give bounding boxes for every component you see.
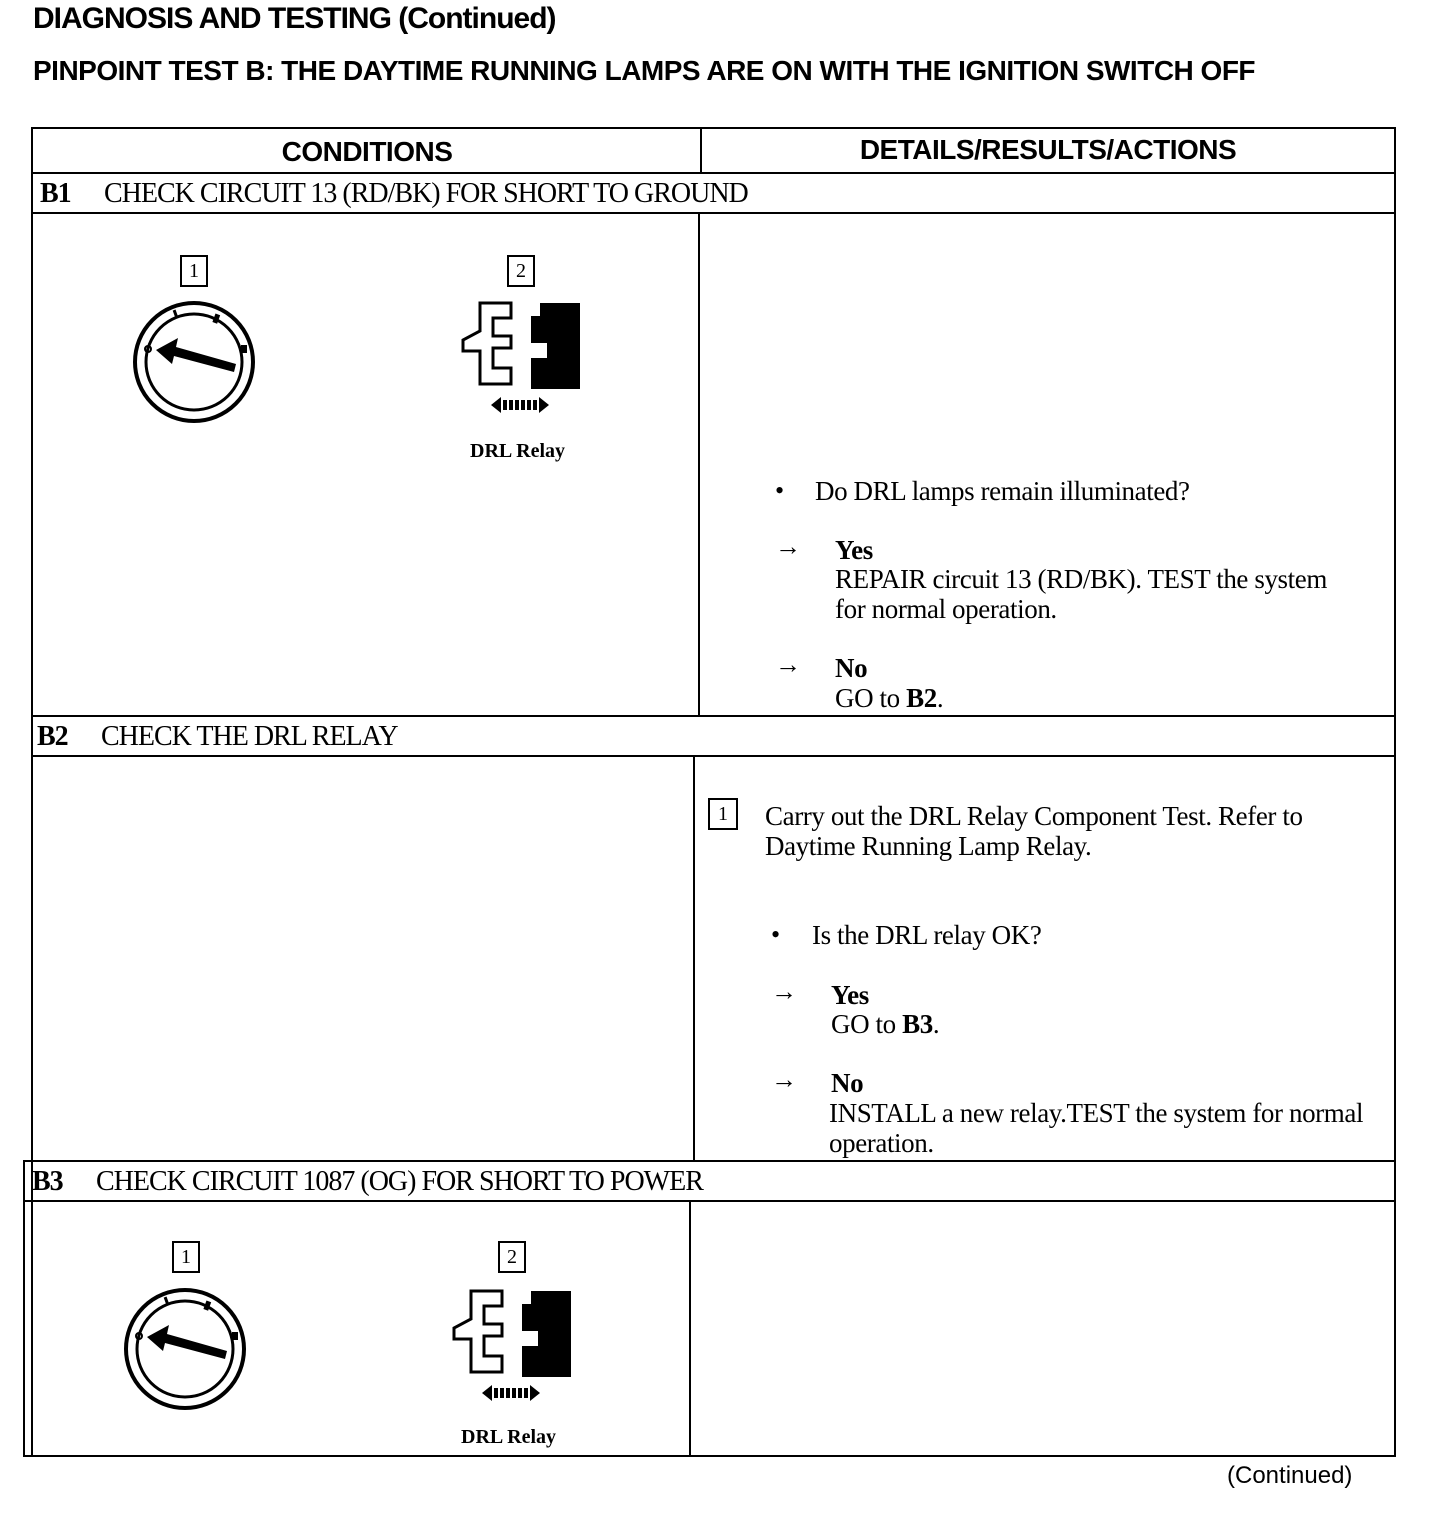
row-divider — [31, 755, 1396, 757]
step-reference-b3[interactable]: B3 — [902, 1009, 933, 1039]
row-divider — [25, 1200, 1396, 1202]
figure-number-2: 2 — [507, 255, 535, 287]
figure-number-1: 1 — [172, 1241, 200, 1273]
drl-relay-caption: DRL Relay — [461, 1426, 556, 1448]
pinpoint-test-title: PINPOINT TEST B: THE DAYTIME RUNNING LAMPS ARE ON WITH THE IGNITION SWITCH OFF — [33, 55, 1256, 86]
step-b1-no-label: No — [835, 653, 868, 683]
step-b1-yes-label: Yes — [835, 535, 873, 565]
step-b2-yes-label: Yes — [831, 980, 869, 1010]
action-text-suffix: . — [932, 1009, 940, 1039]
step-id: B3 — [32, 1166, 63, 1197]
step-b1-yes-action: REPAIR circuit 13 (RD/BK). TEST the system for normal operation. — [835, 564, 1327, 624]
table-left-border — [23, 1160, 25, 1457]
step-b2-heading — [37, 721, 398, 753]
step-id: B2 — [37, 721, 68, 752]
step-b3-heading — [32, 1166, 703, 1198]
drl-relay-disconnect-icon — [455, 298, 585, 423]
no-arrow-icon: → — [771, 1065, 797, 1094]
yes-arrow-icon: → — [771, 977, 797, 1006]
ignition-switch-off-icon — [121, 1287, 251, 1412]
bullet-icon: • — [771, 920, 781, 949]
action-number-1: 1 — [708, 798, 738, 830]
step-b2-no-label: No — [831, 1068, 864, 1098]
action-text-suffix: . — [936, 683, 944, 713]
drl-relay-caption: DRL Relay — [470, 440, 565, 462]
row-divider — [31, 715, 1396, 717]
yes-arrow-icon: → — [775, 532, 801, 561]
table-bottom-border — [23, 1455, 1396, 1457]
step-title: CHECK CIRCUIT 1087 (OG) FOR SHORT TO POWER — [96, 1166, 703, 1197]
action-text: GO to — [831, 1009, 903, 1039]
no-arrow-icon: → — [775, 650, 801, 679]
column-divider — [698, 213, 700, 716]
row-divider — [31, 212, 1396, 214]
continued-label: (Continued) — [1227, 1462, 1353, 1489]
column-divider — [700, 129, 702, 173]
column-divider — [689, 1201, 691, 1456]
step-b2-action-text: Carry out the DRL Relay Component Test. Refer to Daytime Running Lamp Relay. — [765, 801, 1303, 861]
drl-relay-disconnect-icon — [446, 1286, 576, 1411]
step-b2-question: Is the DRL relay OK? — [812, 920, 1042, 950]
step-reference-b2[interactable]: B2 — [906, 683, 937, 713]
figure-number-2: 2 — [498, 1241, 526, 1273]
action-text: GO to — [835, 683, 907, 713]
column-header-details: DETAILS/RESULTS/ACTIONS — [859, 134, 1237, 165]
column-header-conditions: CONDITIONS — [281, 136, 453, 167]
row-divider — [31, 172, 1396, 174]
step-b2-yes-action — [831, 1009, 939, 1039]
step-b2-no-action: INSTALL a new relay.TEST the system for normal operation. — [829, 1098, 1364, 1158]
column-divider — [693, 756, 695, 1161]
step-b1-heading — [40, 178, 748, 210]
figure-number-1: 1 — [180, 255, 208, 287]
step-title: CHECK THE DRL RELAY — [101, 721, 398, 752]
row-divider — [25, 1160, 1396, 1162]
step-title: CHECK CIRCUIT 13 (RD/BK) FOR SHORT TO GROUND — [104, 178, 748, 209]
step-id: B1 — [40, 178, 71, 209]
bullet-icon: • — [775, 476, 785, 505]
step-b1-no-action — [835, 683, 943, 713]
ignition-switch-off-icon — [130, 300, 260, 425]
step-b1-question: Do DRL lamps remain illuminated? — [815, 476, 1190, 506]
page-title: DIAGNOSIS AND TESTING (Continued) — [33, 2, 556, 35]
